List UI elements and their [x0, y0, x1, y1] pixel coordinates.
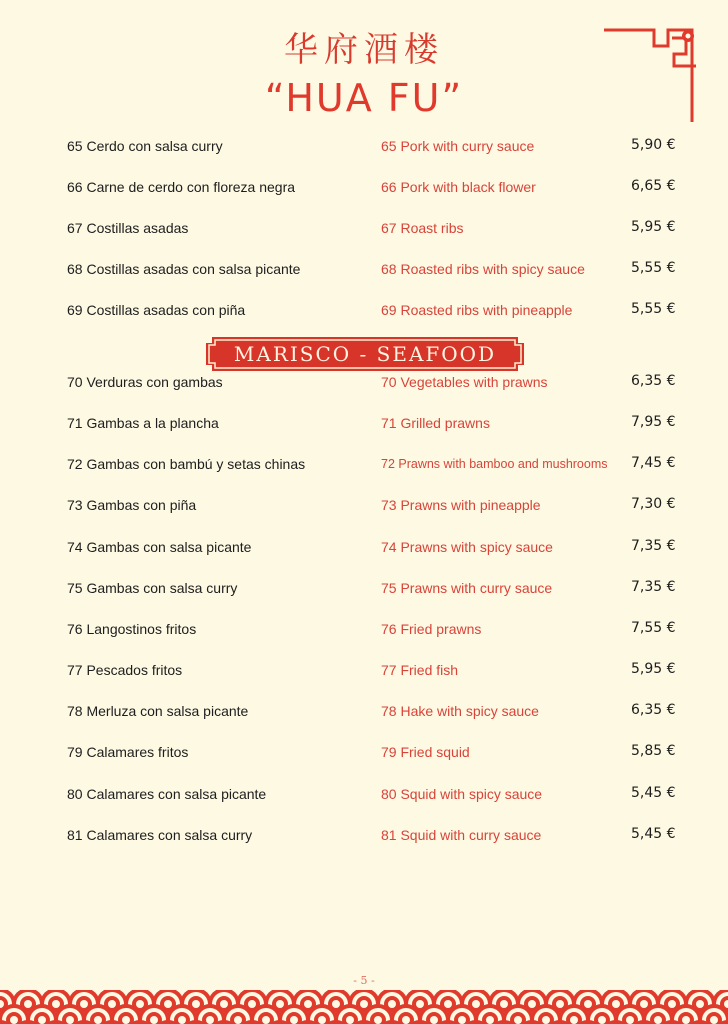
dish-price: 7,45 € [631, 455, 676, 472]
dish-name-english: 79 Fried squid [381, 744, 470, 761]
menu-item-row [0, 300, 728, 322]
dish-name-english: 78 Hake with spicy sauce [381, 703, 539, 720]
menu-item-row [0, 701, 728, 723]
dish-name-spanish: 70 Verduras con gambas [67, 374, 223, 390]
dish-name-english: 68 Roasted ribs with spicy sauce [381, 261, 585, 277]
dish-name-spanish: 69 Costillas asadas con piña [67, 302, 246, 318]
dish-price: 7,55 € [631, 619, 676, 636]
dish-name-english: 73 Prawns with pineapple [381, 497, 541, 514]
dish-name-spanish: 77 Pescados fritos [67, 662, 183, 679]
dish-price: 6,35 € [631, 702, 676, 719]
dish-price: 5,45 € [631, 784, 676, 801]
page-number: - 5 - [353, 974, 375, 987]
section-banner-seafood [204, 335, 526, 373]
dish-price: 5,90 € [631, 137, 676, 153]
dish-name-english: 69 Roasted ribs with pineapple [381, 302, 573, 318]
dish-price: 5,45 € [631, 825, 676, 842]
dish-price: 7,30 € [631, 496, 676, 513]
dish-name-spanish: 68 Costillas asadas con salsa picante [67, 261, 301, 277]
menu-item-row [0, 495, 728, 517]
dish-name-spanish: 73 Gambas con piña [67, 497, 197, 514]
dish-price: 5,55 € [631, 260, 676, 276]
dish-price: 7,35 € [631, 578, 676, 595]
menu-item-row [0, 742, 728, 764]
menu-item-row [0, 259, 728, 281]
dish-name-spanish: 72 Gambas con bambú y setas chinas [67, 456, 306, 473]
dish-name-spanish: 66 Carne de cerdo con floreza negra [67, 179, 296, 195]
dish-name-spanish: 65 Cerdo con salsa curry [67, 138, 223, 154]
menu-item-row [0, 619, 728, 641]
dish-name-english: 71 Grilled prawns [381, 415, 490, 432]
chinese-title: 华府酒楼 [284, 30, 444, 70]
dish-name-english: 76 Fried prawns [381, 620, 482, 637]
menu-item-row [0, 136, 728, 158]
dish-name-english: 81 Squid with curry sauce [381, 826, 542, 843]
menu-item-row [0, 177, 728, 199]
menu-item-row [0, 413, 728, 435]
dish-name-spanish: 67 Costillas asadas [67, 220, 189, 236]
menu-item-row [0, 660, 728, 682]
dish-price: 5,95 € [631, 219, 676, 235]
dish-price: 7,95 € [631, 414, 676, 431]
menu-item-row [0, 218, 728, 240]
dish-name-english: 74 Prawns with spicy sauce [381, 538, 553, 555]
corner-ornament-icon [602, 26, 702, 122]
dish-price: 7,35 € [631, 537, 676, 554]
dish-price: 6,65 € [631, 178, 676, 194]
dish-name-spanish: 76 Langostinos fritos [67, 620, 197, 637]
dish-name-english: 77 Fried fish [381, 662, 459, 679]
dish-name-spanish: 79 Calamares fritos [67, 744, 189, 761]
dish-name-english: 72 Prawns with bamboo and mushrooms [381, 457, 608, 472]
dish-name-spanish: 71 Gambas a la plancha [67, 415, 219, 432]
dish-name-english: 80 Squid with spicy sauce [381, 785, 543, 802]
dish-name-english: 66 Pork with black flower [381, 179, 536, 195]
menu-item-row [0, 578, 728, 600]
restaurant-title: “HUA FU” [264, 76, 464, 120]
dish-name-spanish: 78 Merluza con salsa picante [67, 703, 249, 720]
dish-name-english: 67 Roast ribs [381, 220, 464, 236]
menu-item-row [0, 454, 728, 476]
dish-name-spanish: 81 Calamares con salsa curry [67, 826, 253, 843]
section-title: MARISCO - SEAFOOD [233, 342, 497, 366]
dish-name-english: 75 Prawns with curry sauce [381, 579, 553, 596]
menu-item-row [0, 784, 728, 806]
dish-price: 5,85 € [631, 743, 676, 760]
menu-item-row [0, 372, 728, 394]
menu-item-row [0, 825, 728, 847]
dish-name-spanish: 80 Calamares con salsa picante [67, 785, 267, 802]
dish-name-english: 70 Vegetables with prawns [381, 374, 548, 390]
dish-name-spanish: 74 Gambas con salsa picante [67, 538, 252, 555]
menu-item-row [0, 537, 728, 559]
dish-name-spanish: 75 Gambas con salsa curry [67, 579, 238, 596]
wave-pattern-icon [0, 990, 728, 1024]
dish-price: 6,35 € [631, 373, 676, 389]
dish-price: 5,55 € [631, 301, 676, 317]
dish-name-english: 65 Pork with curry sauce [381, 138, 535, 154]
dish-price: 5,95 € [631, 661, 676, 678]
